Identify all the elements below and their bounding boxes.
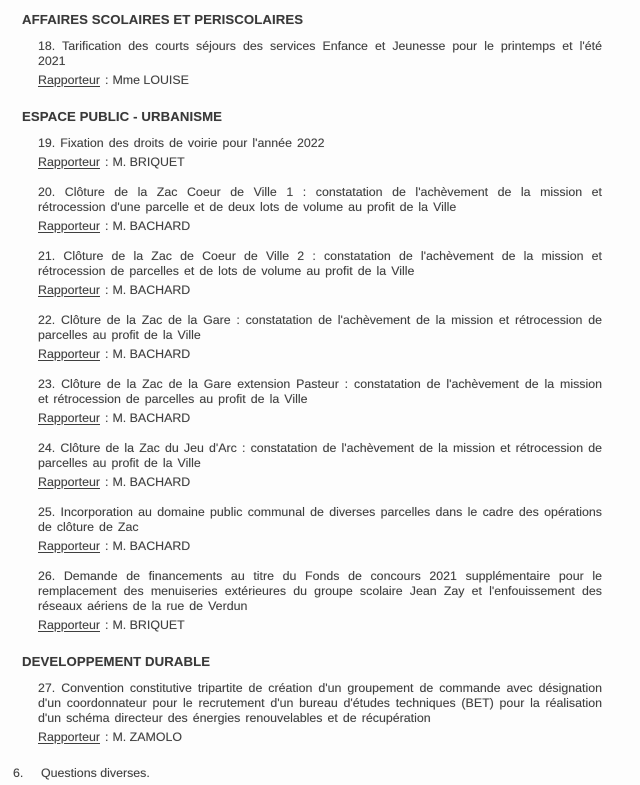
item-title: Fixation des droits de voirie pour l'année 2022 <box>60 136 325 150</box>
rapporteur-name: M. BACHARD <box>112 283 191 297</box>
rapporteur-separator: : <box>105 730 109 744</box>
item-text <box>38 569 602 614</box>
rapporteur-name: M. BACHARD <box>112 475 191 489</box>
agenda-item-19 <box>38 136 602 170</box>
rapporteur-label: Rapporteur <box>38 219 100 233</box>
item-title: Clôture de la Zac de la Gare extension Pasteur : constatation de l'achèvement de la mission et rétrocession de parcelles au profit de la Ville <box>38 377 602 406</box>
rapporteur-name: M. BACHARD <box>112 219 191 233</box>
rapporteur-separator: : <box>105 73 109 87</box>
rapporteur-separator: : <box>105 155 109 169</box>
item-text <box>38 377 602 407</box>
section-heading-espace-public-urbanisme: ESPACE PUBLIC - URBANISME <box>22 109 223 124</box>
item-title: Incorporation au domaine public communal de diverses parcelles dans le cadre des opérations de clôture de Zac <box>38 505 603 534</box>
footer-item-text: Questions diverses. <box>41 766 150 780</box>
rapporteur-name: M. BRIQUET <box>112 155 185 169</box>
rapporteur-name: M. BRIQUET <box>112 618 185 632</box>
rapporteur-line <box>38 618 602 633</box>
rapporteur-separator: : <box>105 475 109 489</box>
item-title: Clôture de la Zac du Jeu d'Arc : constatation de l'achèvement de la mission et rétrocession de parcelles au profit de la Ville <box>38 441 603 470</box>
item-title: Convention constitutive tripartite de création d'un groupement de commande avec désignation d'un coordonnateur pour le recrutement d'un bureau d'études techniques (BET) pour la réalisation d'un schéma directeur des énergies renouvelables et de récupération <box>38 681 603 725</box>
item-number: 26. <box>38 569 56 583</box>
rapporteur-line <box>38 283 602 298</box>
rapporteur-name: M. ZAMOLO <box>112 730 182 744</box>
rapporteur-separator: : <box>105 411 109 425</box>
item-text <box>38 441 602 471</box>
rapporteur-label: Rapporteur <box>38 730 100 744</box>
agenda-item-26 <box>38 569 602 633</box>
rapporteur-label: Rapporteur <box>38 155 100 169</box>
item-title: Demande de financements au titre du Fonds de concours 2021 supplémentaire pour le remplacement des menuiseries extérieures du groupe scolaire Jean Zay et l'enfouissement des réseaux aériens de la rue de Verdun <box>38 569 602 613</box>
rapporteur-name: Mme LOUISE <box>112 73 189 87</box>
item-title: Clôture de la Zac Coeur de Ville 1 : constatation de l'achèvement de la mission et rétrocession d'une parcelle et de deux lots de volume au profit de la Ville <box>38 185 602 214</box>
section-heading-affaires-scolaires: AFFAIRES SCOLAIRES ET PERISCOLAIRES <box>22 12 304 27</box>
item-text <box>38 249 602 279</box>
item-text <box>38 505 602 535</box>
rapporteur-name: M. BACHARD <box>112 539 191 553</box>
rapporteur-name: M. BACHARD <box>112 347 191 361</box>
item-number: 25. <box>38 505 56 519</box>
rapporteur-separator: : <box>105 347 109 361</box>
rapporteur-separator: : <box>105 283 109 297</box>
rapporteur-separator: : <box>105 539 109 553</box>
item-text <box>38 313 602 343</box>
rapporteur-label: Rapporteur <box>38 73 100 87</box>
item-number: 19. <box>38 136 56 150</box>
rapporteur-label: Rapporteur <box>38 283 100 297</box>
rapporteur-label: Rapporteur <box>38 347 100 361</box>
rapporteur-line <box>38 539 602 554</box>
item-number: 21. <box>38 249 56 263</box>
item-title: Clôture de la Zac de la Gare : constatation de l'achèvement de la mission et rétrocession de parcelles au profit de la Ville <box>38 313 603 342</box>
item-number: 20. <box>38 185 56 199</box>
footer-item-questions-diverses <box>13 766 602 781</box>
rapporteur-label: Rapporteur <box>38 411 100 425</box>
agenda-item-24 <box>38 441 602 490</box>
rapporteur-label: Rapporteur <box>38 618 100 632</box>
rapporteur-label: Rapporteur <box>38 475 100 489</box>
agenda-item-22 <box>38 313 602 362</box>
rapporteur-line <box>38 219 602 234</box>
agenda-item-27 <box>38 681 602 745</box>
rapporteur-separator: : <box>105 219 109 233</box>
item-number: 18. <box>38 39 56 53</box>
item-number: 22. <box>38 313 56 327</box>
item-text <box>38 136 602 151</box>
section-heading-developpement-durable: DEVELOPPEMENT DURABLE <box>22 654 211 669</box>
rapporteur-line <box>38 730 602 745</box>
item-number: 27. <box>38 681 56 695</box>
item-number: 24. <box>38 441 56 455</box>
rapporteur-name: M. BACHARD <box>112 411 191 425</box>
agenda-item-18 <box>38 39 602 88</box>
rapporteur-line <box>38 347 602 362</box>
footer-item-number: 6. <box>13 766 24 780</box>
item-number: 23. <box>38 377 56 391</box>
item-text <box>38 681 602 726</box>
agenda-item-20 <box>38 185 602 234</box>
rapporteur-line <box>38 155 602 170</box>
rapporteur-line <box>38 475 602 490</box>
rapporteur-separator: : <box>105 618 109 632</box>
item-title: Clôture de la Zac de Coeur de Ville 2 : constatation de l'achèvement de la mission et rétrocession de parcelles et de lots de volume au profit de la Ville <box>38 249 602 278</box>
agenda-item-23 <box>38 377 602 426</box>
item-text <box>38 185 602 215</box>
item-text <box>38 39 602 69</box>
rapporteur-label: Rapporteur <box>38 539 100 553</box>
rapporteur-line <box>38 411 602 426</box>
rapporteur-line <box>38 73 602 88</box>
agenda-item-21 <box>38 249 602 298</box>
item-title: Tarification des courts séjours des services Enfance et Jeunesse pour le printemps et l'été 2021 <box>38 39 602 68</box>
agenda-item-25 <box>38 505 602 554</box>
